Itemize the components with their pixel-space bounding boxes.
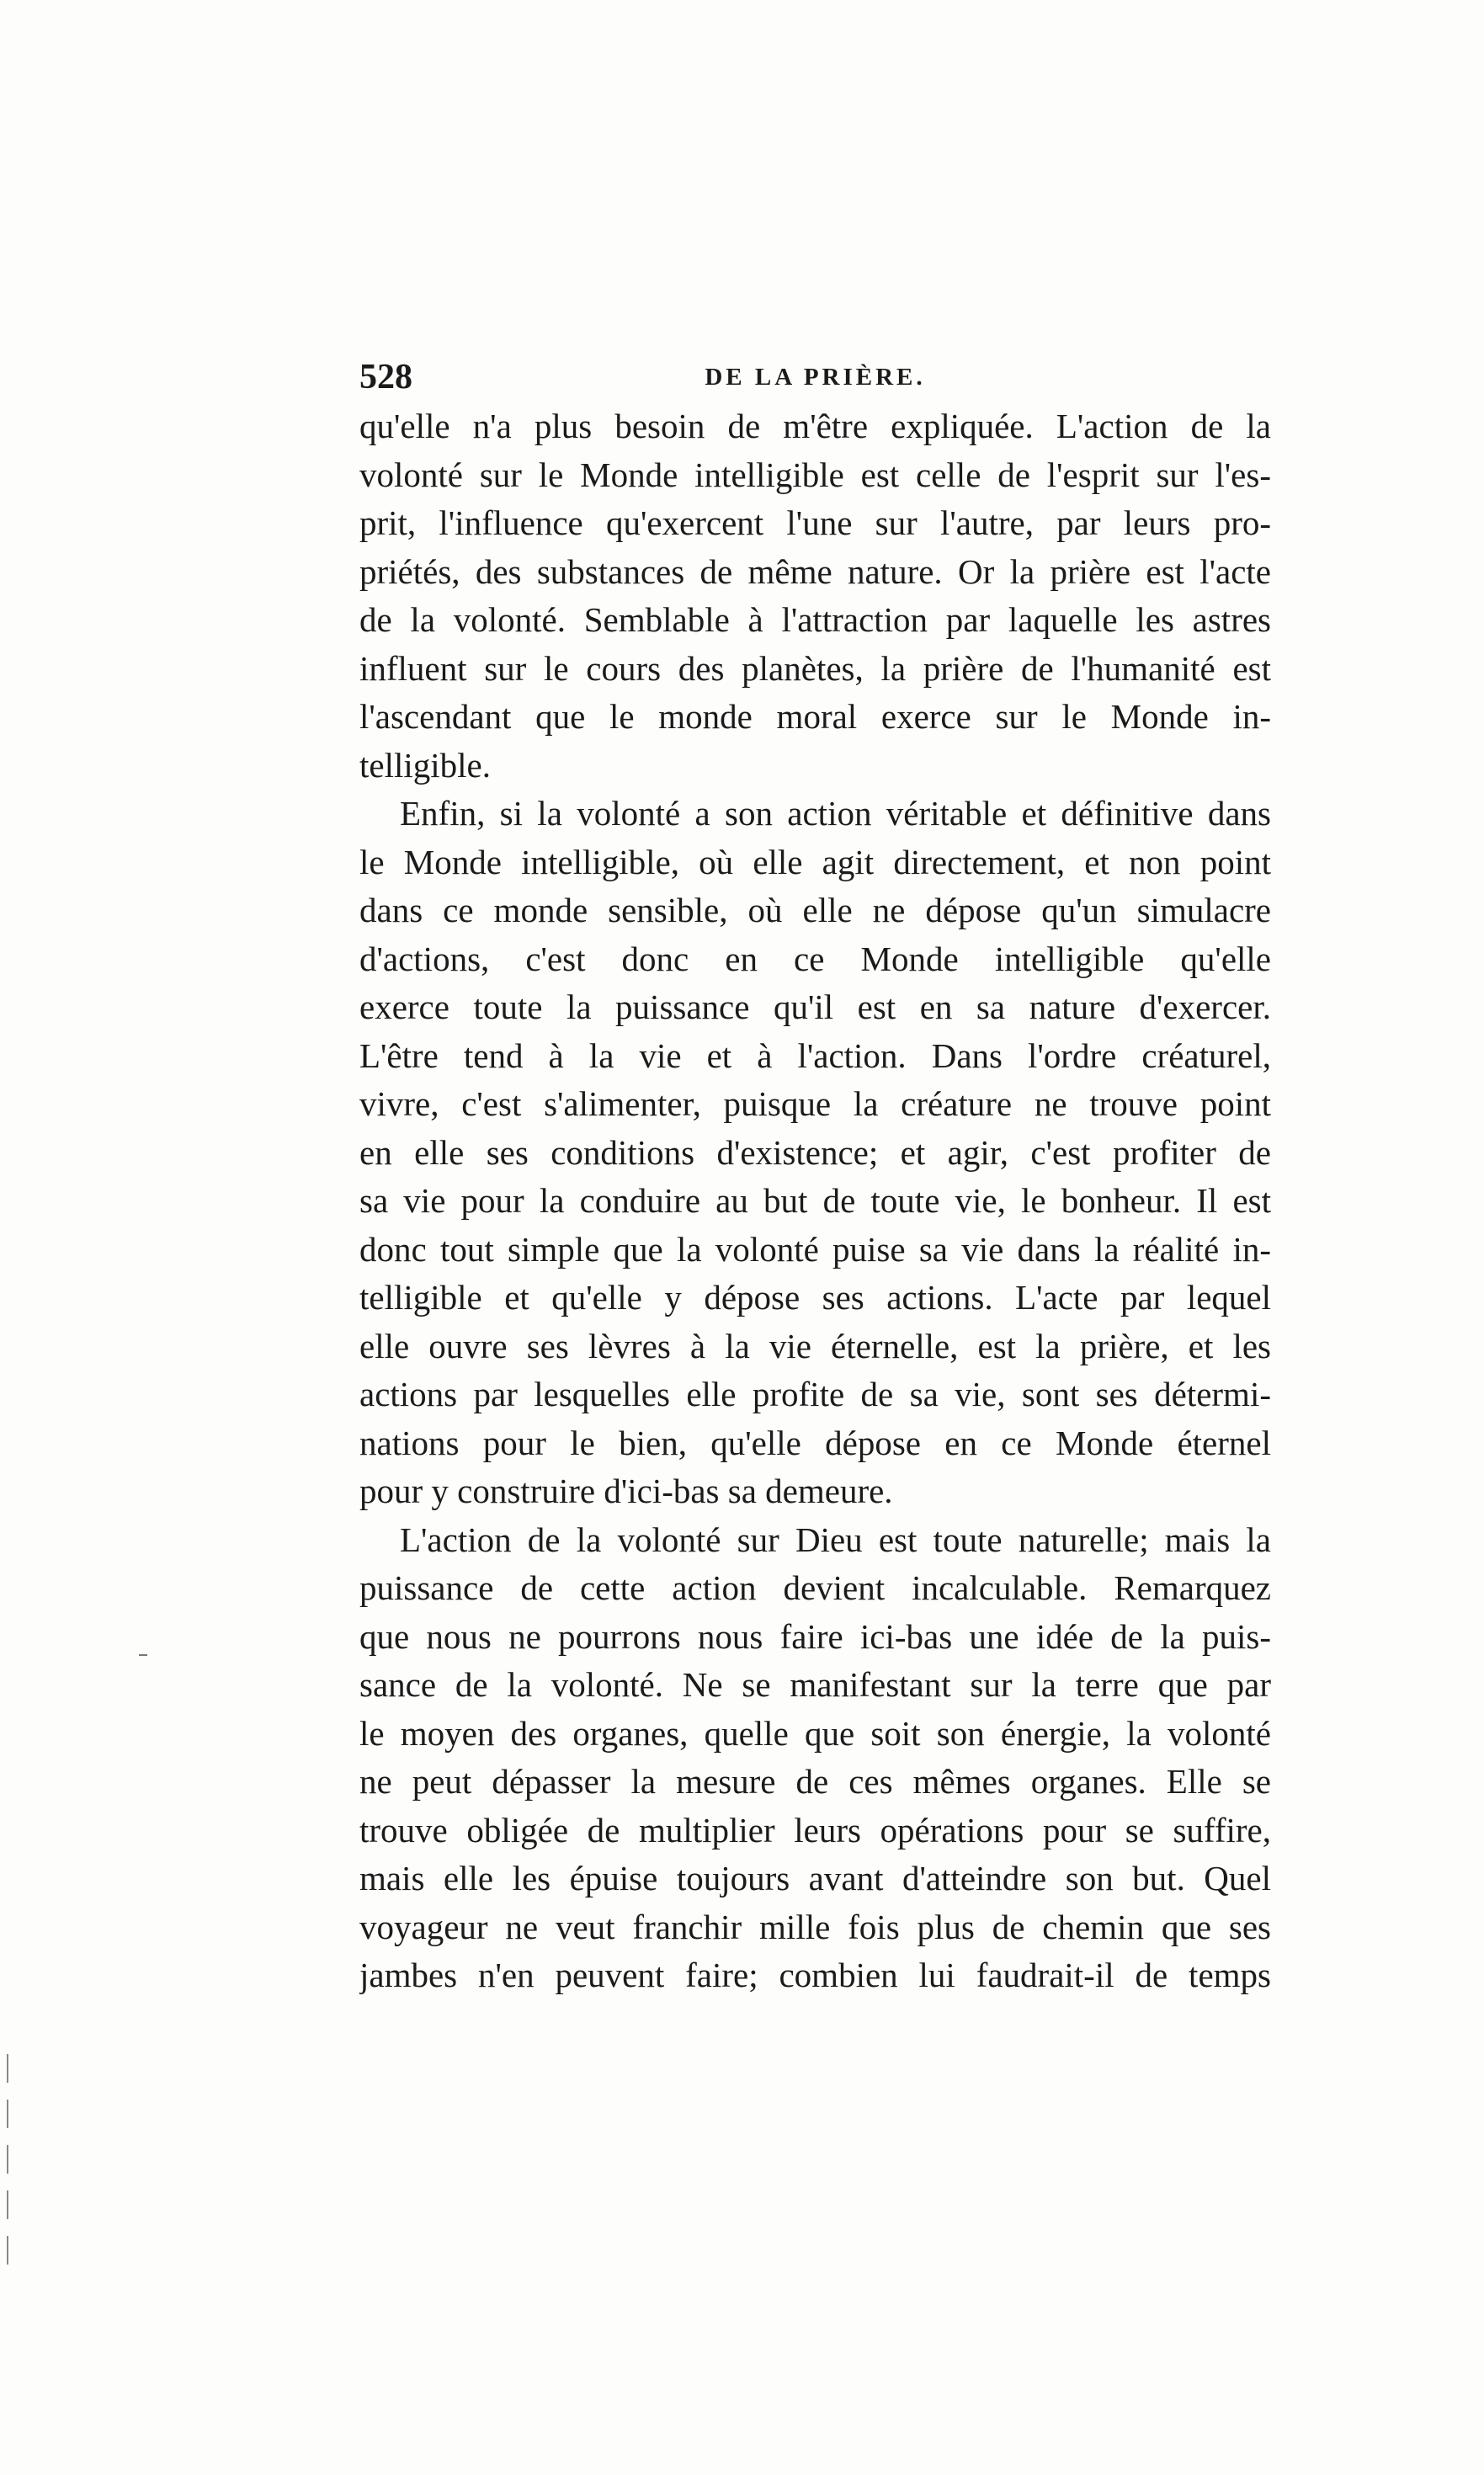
- scan-mark: [7, 2190, 8, 2219]
- text-line: de la volonté. Semblable à l'attraction par laquelle les astres: [359, 600, 1271, 639]
- text-line: volonté sur le Monde intelligible est celle de l'esprit sur l'es-: [359, 455, 1271, 494]
- text-line: telligible et qu'elle y dépose ses actions. L'acte par lequel: [359, 1278, 1271, 1317]
- text-line: voyageur ne veut franchir mille fois plus de chemin que ses: [359, 1907, 1271, 1946]
- body-text: [359, 402, 1271, 2000]
- text-line: dans ce monde sensible, où elle ne dépose qu'un simulacre: [359, 891, 1271, 929]
- text-line: mais elle les épuise toujours avant d'atteindre son but. Quel: [359, 1859, 1271, 1898]
- text-line: prit, l'influence qu'exercent l'une sur l'autre, par leurs pro-: [359, 503, 1271, 542]
- text-line: le moyen des organes, quelle que soit son énergie, la volonté: [359, 1713, 1271, 1753]
- text-line: ne peut dépasser la mesure de ces mêmes organes. Elle se: [359, 1762, 1271, 1801]
- running-title: DE LA PRIÈRE.: [705, 364, 926, 391]
- page-number: 528: [359, 358, 412, 397]
- text-line: telligible.: [359, 745, 491, 785]
- text-line: l'ascendant que le monde moral exerce sur le Monde in-: [359, 697, 1271, 736]
- text-line: priétés, des substances de même nature. Or la prière est l'acte: [359, 551, 1271, 591]
- text-line: donc tout simple que la volonté puise sa vie dans la réalité in-: [359, 1229, 1271, 1269]
- text-line: sa vie pour la conduire au but de toute vie, le bonheur. Il est: [359, 1181, 1271, 1220]
- text-line: le Monde intelligible, où elle agit directement, et non point: [359, 842, 1271, 881]
- text-line: actions par lesquelles elle profite de sa vie, sont ses détermi-: [359, 1375, 1271, 1413]
- text-line: exerce toute la puissance qu'il est en sa nature d'exercer.: [359, 987, 1271, 1026]
- text-line: sance de la volonté. Ne se manifestant sur la terre que par: [359, 1665, 1271, 1704]
- scan-mark: [7, 2054, 8, 2083]
- scan-mark: [7, 2145, 8, 2174]
- text-line: que nous ne pourrons nous faire ici-bas une idée de la puis-: [359, 1616, 1271, 1656]
- text-line: influent sur le cours des planètes, la prière de l'humanité est: [359, 648, 1271, 688]
- scan-mark: [7, 2236, 8, 2265]
- text-line: en elle ses conditions d'existence; et agir, c'est profiter de: [359, 1132, 1271, 1172]
- text-line: pour y construire d'ici-bas sa demeure.: [359, 1472, 893, 1510]
- text-line: L'être tend à la vie et à l'action. Dans l'ordre créaturel,: [359, 1035, 1271, 1075]
- page-header: [359, 352, 1271, 402]
- text-line: trouve obligée de multiplier leurs opérations pour se suffire,: [359, 1810, 1271, 1850]
- scan-speck: [139, 1654, 147, 1656]
- text-line: elle ouvre ses lèvres à la vie éternelle, est la prière, et les: [359, 1326, 1271, 1365]
- text-line: puissance de cette action devient incalculable. Remarquez: [359, 1568, 1271, 1607]
- text-line: nations pour le bien, qu'elle dépose en ce Monde éternel: [359, 1423, 1271, 1462]
- text-line: L'action de la volonté sur Dieu est toute naturelle; mais la: [400, 1520, 1271, 1559]
- text-line: d'actions, c'est donc en ce Monde intelligible qu'elle: [359, 939, 1271, 978]
- text-line: jambes n'en peuvent faire; combien lui faudrait-il de temps: [359, 1956, 1271, 1994]
- text-line: qu'elle n'a plus besoin de m'être expliquée. L'action de la: [359, 407, 1271, 445]
- scan-mark: [7, 2100, 8, 2128]
- text-line: Enfin, si la volonté a son action véritable et définitive dans: [400, 794, 1271, 833]
- scan-margin-marks: [7, 2054, 10, 2307]
- text-line: vivre, c'est s'alimenter, puisque la créature ne trouve point: [359, 1084, 1271, 1123]
